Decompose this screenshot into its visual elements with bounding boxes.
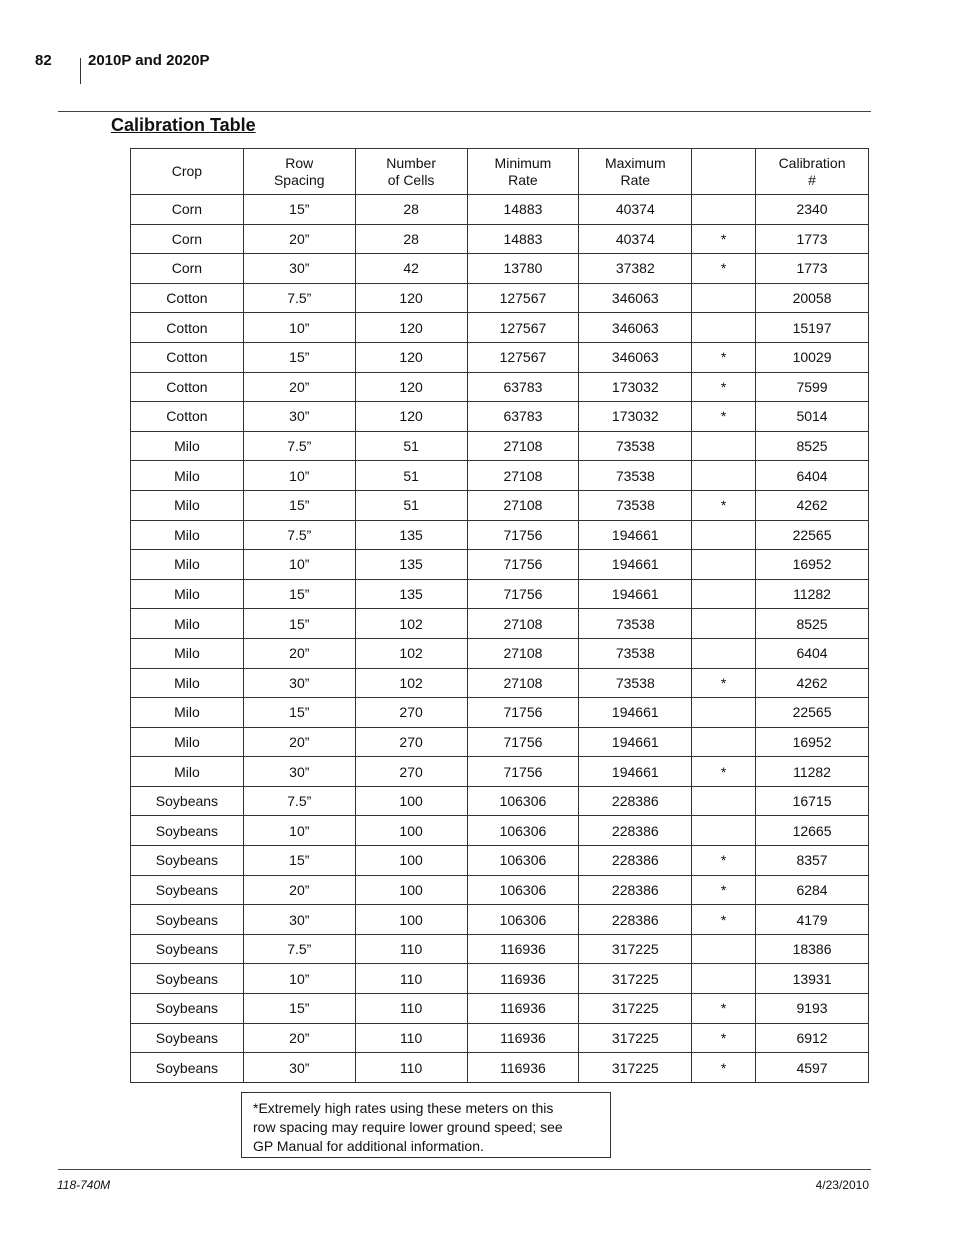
minimum-rate-cell: 106306 [467,816,579,846]
note-marker-cell [692,283,756,313]
note-marker-cell [692,638,756,668]
number-of-cells-cell: 120 [355,402,467,432]
table-row [131,461,869,491]
table-row [131,668,869,698]
minimum-rate-cell: 116936 [467,964,579,994]
row-spacing-cell: 30” [243,757,355,787]
table-row [131,402,869,432]
minimum-rate-cell: 71756 [467,520,579,550]
number-of-cells-cell: 100 [355,875,467,905]
note-marker-cell [692,313,756,343]
table-row [131,609,869,639]
number-of-cells-cell: 270 [355,757,467,787]
table-header-row [131,149,869,195]
note-marker-cell: * [692,875,756,905]
footnote-line: *Extremely high rates using these meters on this [253,1100,554,1116]
note-marker-cell [692,431,756,461]
maximum-rate-cell: 228386 [579,786,692,816]
row-spacing-cell: 20” [243,372,355,402]
calibration-cell: 11282 [756,579,869,609]
footnote-line: GP Manual for additional information. [253,1138,484,1154]
note-marker-cell: * [692,224,756,254]
number-of-cells-cell: 270 [355,727,467,757]
row-spacing-cell: 15” [243,609,355,639]
number-of-cells-cell: 110 [355,1053,467,1083]
crop-cell: Corn [131,195,244,225]
crop-cell: Cotton [131,283,244,313]
calibration-cell: 20058 [756,283,869,313]
number-of-cells-cell: 120 [355,372,467,402]
minimum-rate-cell: 71756 [467,757,579,787]
row-spacing-cell: 15” [243,846,355,876]
calibration-cell: 12665 [756,816,869,846]
note-marker-cell [692,520,756,550]
top-rule [58,111,871,112]
row-spacing-cell: 7.5” [243,431,355,461]
row-spacing-cell: 20” [243,875,355,905]
maximum-rate-cell: 228386 [579,875,692,905]
crop-cell: Corn [131,224,244,254]
number-of-cells-cell: 51 [355,431,467,461]
table-row [131,372,869,402]
table-row [131,905,869,935]
note-marker-cell: * [692,254,756,284]
calibration-cell: 6284 [756,875,869,905]
calibration-cell: 7599 [756,372,869,402]
minimum-rate-cell: 63783 [467,402,579,432]
number-of-cells-cell: 120 [355,342,467,372]
calibration-cell: 16952 [756,727,869,757]
note-marker-cell: * [692,1023,756,1053]
maximum-rate-cell: 173032 [579,402,692,432]
document-title: 2010P and 2020P [88,52,210,69]
maximum-rate-cell: 73538 [579,668,692,698]
note-marker-cell [692,964,756,994]
number-of-cells-cell: 135 [355,550,467,580]
number-of-cells-cell: 110 [355,1023,467,1053]
maximum-rate-cell: 317225 [579,1023,692,1053]
section-title: Calibration Table [111,115,256,135]
calibration-cell: 9193 [756,994,869,1024]
row-spacing-cell: 20” [243,727,355,757]
minimum-rate-cell: 14883 [467,195,579,225]
calibration-table [130,148,869,1083]
crop-cell: Milo [131,579,244,609]
calibration-cell: 8525 [756,609,869,639]
crop-cell: Milo [131,668,244,698]
row-spacing-cell: 30” [243,668,355,698]
row-spacing-cell: 15” [243,994,355,1024]
header-maximum-rate: Maximum Rate [579,149,692,195]
header-calibration-number: Calibration # [756,149,869,195]
minimum-rate-cell: 106306 [467,875,579,905]
number-of-cells-cell: 102 [355,638,467,668]
crop-cell: Milo [131,638,244,668]
calibration-cell: 8525 [756,431,869,461]
maximum-rate-cell: 40374 [579,195,692,225]
calibration-cell: 16715 [756,786,869,816]
calibration-cell: 2340 [756,195,869,225]
maximum-rate-cell: 37382 [579,254,692,284]
maximum-rate-cell: 73538 [579,638,692,668]
bottom-rule [58,1169,871,1170]
note-marker-cell: * [692,905,756,935]
number-of-cells-cell: 28 [355,224,467,254]
crop-cell: Milo [131,727,244,757]
table-row [131,786,869,816]
minimum-rate-cell: 106306 [467,846,579,876]
table-row [131,816,869,846]
row-spacing-cell: 7.5” [243,520,355,550]
note-marker-cell: * [692,372,756,402]
header-crop: Crop [131,149,244,195]
calibration-cell: 22565 [756,520,869,550]
row-spacing-cell: 10” [243,461,355,491]
number-of-cells-cell: 102 [355,668,467,698]
calibration-cell: 11282 [756,757,869,787]
row-spacing-cell: 10” [243,816,355,846]
note-marker-cell [692,934,756,964]
calibration-cell: 8357 [756,846,869,876]
minimum-rate-cell: 63783 [467,372,579,402]
calibration-cell: 5014 [756,402,869,432]
row-spacing-cell: 10” [243,964,355,994]
row-spacing-cell: 30” [243,1053,355,1083]
maximum-rate-cell: 228386 [579,905,692,935]
footnote-box [241,1092,611,1158]
maximum-rate-cell: 346063 [579,342,692,372]
crop-cell: Soybeans [131,964,244,994]
crop-cell: Cotton [131,342,244,372]
table-body [131,195,869,1083]
number-of-cells-cell: 135 [355,520,467,550]
note-marker-cell [692,550,756,580]
minimum-rate-cell: 71756 [467,727,579,757]
minimum-rate-cell: 27108 [467,431,579,461]
crop-cell: Milo [131,490,244,520]
note-marker-cell [692,609,756,639]
number-of-cells-cell: 110 [355,994,467,1024]
minimum-rate-cell: 27108 [467,668,579,698]
header-number-of-cells: Number of Cells [355,149,467,195]
table-row [131,254,869,284]
crop-cell: Corn [131,254,244,284]
number-of-cells-cell: 100 [355,905,467,935]
number-of-cells-cell: 120 [355,313,467,343]
calibration-cell: 4597 [756,1053,869,1083]
note-marker-cell: * [692,490,756,520]
crop-cell: Soybeans [131,786,244,816]
note-marker-cell [692,786,756,816]
minimum-rate-cell: 71756 [467,550,579,580]
note-marker-cell: * [692,1053,756,1083]
table-row [131,342,869,372]
table-row [131,490,869,520]
number-of-cells-cell: 100 [355,846,467,876]
footer-date: 4/23/2010 [815,1178,869,1192]
table-row [131,224,869,254]
table-row [131,757,869,787]
header-row-spacing: Row Spacing [243,149,355,195]
number-of-cells-cell: 110 [355,934,467,964]
number-of-cells-cell: 120 [355,283,467,313]
number-of-cells-cell: 28 [355,195,467,225]
minimum-rate-cell: 127567 [467,342,579,372]
row-spacing-cell: 7.5” [243,786,355,816]
table-row [131,313,869,343]
calibration-cell: 6404 [756,461,869,491]
row-spacing-cell: 20” [243,638,355,668]
minimum-rate-cell: 127567 [467,313,579,343]
note-marker-cell [692,579,756,609]
row-spacing-cell: 20” [243,1023,355,1053]
minimum-rate-cell: 116936 [467,1053,579,1083]
maximum-rate-cell: 194661 [579,757,692,787]
calibration-cell: 1773 [756,254,869,284]
minimum-rate-cell: 71756 [467,698,579,728]
maximum-rate-cell: 317225 [579,994,692,1024]
number-of-cells-cell: 110 [355,964,467,994]
note-marker-cell: * [692,342,756,372]
calibration-cell: 4262 [756,490,869,520]
table-row [131,846,869,876]
calibration-cell: 13931 [756,964,869,994]
row-spacing-cell: 10” [243,313,355,343]
minimum-rate-cell: 13780 [467,254,579,284]
maximum-rate-cell: 317225 [579,934,692,964]
footnote-line: row spacing may require lower ground speed; see [253,1119,563,1135]
note-marker-cell [692,195,756,225]
row-spacing-cell: 15” [243,342,355,372]
minimum-rate-cell: 127567 [467,283,579,313]
calibration-cell: 18386 [756,934,869,964]
row-spacing-cell: 30” [243,254,355,284]
table-row [131,579,869,609]
row-spacing-cell: 10” [243,550,355,580]
maximum-rate-cell: 194661 [579,579,692,609]
minimum-rate-cell: 106306 [467,786,579,816]
page-number: 82 [35,52,52,69]
row-spacing-cell: 15” [243,490,355,520]
table-row [131,638,869,668]
maximum-rate-cell: 73538 [579,461,692,491]
maximum-rate-cell: 194661 [579,550,692,580]
table-row [131,195,869,225]
table-row [131,964,869,994]
table-row [131,727,869,757]
maximum-rate-cell: 173032 [579,372,692,402]
maximum-rate-cell: 73538 [579,431,692,461]
minimum-rate-cell: 14883 [467,224,579,254]
maximum-rate-cell: 73538 [579,490,692,520]
calibration-cell: 10029 [756,342,869,372]
number-of-cells-cell: 270 [355,698,467,728]
row-spacing-cell: 30” [243,905,355,935]
minimum-rate-cell: 116936 [467,934,579,964]
crop-cell: Milo [131,609,244,639]
maximum-rate-cell: 228386 [579,816,692,846]
minimum-rate-cell: 27108 [467,609,579,639]
minimum-rate-cell: 71756 [467,579,579,609]
number-of-cells-cell: 102 [355,609,467,639]
table-row [131,1023,869,1053]
calibration-cell: 6404 [756,638,869,668]
crop-cell: Soybeans [131,875,244,905]
calibration-cell: 22565 [756,698,869,728]
note-marker-cell [692,698,756,728]
table-row [131,550,869,580]
note-marker-cell [692,461,756,491]
maximum-rate-cell: 194661 [579,698,692,728]
row-spacing-cell: 30” [243,402,355,432]
number-of-cells-cell: 51 [355,490,467,520]
minimum-rate-cell: 106306 [467,905,579,935]
crop-cell: Cotton [131,402,244,432]
crop-cell: Milo [131,698,244,728]
crop-cell: Soybeans [131,905,244,935]
row-spacing-cell: 15” [243,195,355,225]
table-row [131,994,869,1024]
crop-cell: Milo [131,461,244,491]
maximum-rate-cell: 40374 [579,224,692,254]
calibration-cell: 4262 [756,668,869,698]
header-minimum-rate: Minimum Rate [467,149,579,195]
number-of-cells-cell: 42 [355,254,467,284]
minimum-rate-cell: 116936 [467,1023,579,1053]
crop-cell: Soybeans [131,816,244,846]
row-spacing-cell: 15” [243,698,355,728]
calibration-cell: 6912 [756,1023,869,1053]
note-marker-cell: * [692,668,756,698]
minimum-rate-cell: 27108 [467,490,579,520]
calibration-cell: 1773 [756,224,869,254]
number-of-cells-cell: 100 [355,786,467,816]
table-row [131,934,869,964]
note-marker-cell: * [692,402,756,432]
number-of-cells-cell: 100 [355,816,467,846]
note-marker-cell: * [692,846,756,876]
minimum-rate-cell: 27108 [467,461,579,491]
crop-cell: Milo [131,520,244,550]
row-spacing-cell: 7.5” [243,283,355,313]
note-marker-cell [692,816,756,846]
calibration-cell: 15197 [756,313,869,343]
number-of-cells-cell: 51 [355,461,467,491]
crop-cell: Soybeans [131,994,244,1024]
table-row [131,431,869,461]
maximum-rate-cell: 317225 [579,964,692,994]
maximum-rate-cell: 346063 [579,283,692,313]
row-spacing-cell: 20” [243,224,355,254]
crop-cell: Milo [131,757,244,787]
crop-cell: Soybeans [131,846,244,876]
crop-cell: Soybeans [131,1053,244,1083]
crop-cell: Cotton [131,372,244,402]
header-note-marker [692,149,756,195]
maximum-rate-cell: 317225 [579,1053,692,1083]
note-marker-cell [692,727,756,757]
number-of-cells-cell: 135 [355,579,467,609]
table-row [131,698,869,728]
table-row [131,1053,869,1083]
crop-cell: Soybeans [131,1023,244,1053]
maximum-rate-cell: 194661 [579,727,692,757]
note-marker-cell: * [692,757,756,787]
minimum-rate-cell: 116936 [467,994,579,1024]
crop-cell: Milo [131,431,244,461]
table-row [131,283,869,313]
crop-cell: Cotton [131,313,244,343]
maximum-rate-cell: 194661 [579,520,692,550]
maximum-rate-cell: 73538 [579,609,692,639]
calibration-cell: 16952 [756,550,869,580]
crop-cell: Soybeans [131,934,244,964]
footer-doc-number: 118-740M [57,1178,111,1192]
row-spacing-cell: 7.5” [243,934,355,964]
maximum-rate-cell: 228386 [579,846,692,876]
note-marker-cell: * [692,994,756,1024]
header-divider [80,58,81,84]
calibration-cell: 4179 [756,905,869,935]
crop-cell: Milo [131,550,244,580]
minimum-rate-cell: 27108 [467,638,579,668]
row-spacing-cell: 15” [243,579,355,609]
maximum-rate-cell: 346063 [579,313,692,343]
table-row [131,520,869,550]
table-row [131,875,869,905]
